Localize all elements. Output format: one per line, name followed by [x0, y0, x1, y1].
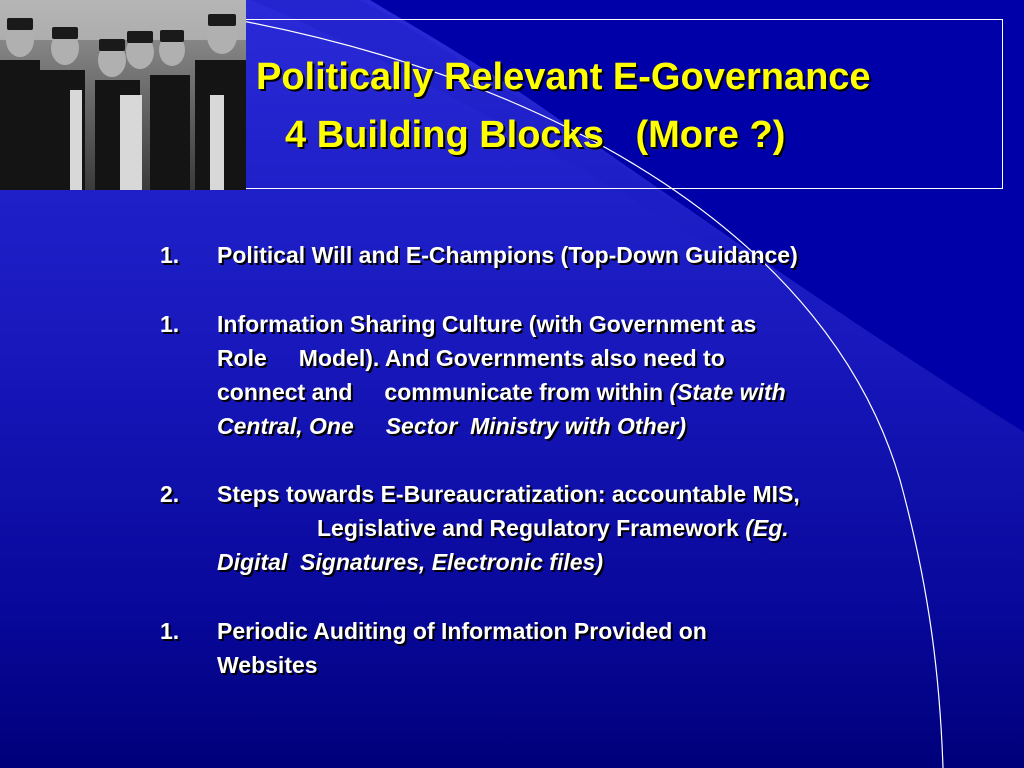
list-item-number: 2.: [160, 481, 180, 507]
title-frame: [245, 19, 1003, 189]
list-item-number: 1.: [160, 311, 180, 337]
list-item-number: 1.: [160, 618, 180, 644]
slide-title-line-2: 4 Building Blocks (More ?): [285, 114, 786, 156]
list-item: [160, 238, 960, 272]
list-item-text: Legislative and Regulatory Framework (Eg.: [317, 515, 789, 541]
list-item: [160, 614, 960, 682]
list-item-text: Steps towards E-Bureaucratization: accountable MIS,: [217, 481, 800, 507]
photo-image: [0, 0, 246, 190]
slide-title-line-1: Politically Relevant E-Governance: [256, 56, 871, 98]
list-item-text: Websites: [217, 652, 318, 678]
list-item-text: Political Will and E-Champions (Top-Down Guidance): [217, 242, 798, 268]
list-item-text: Role Model). And Governments also need to: [217, 345, 725, 371]
list-item: [160, 477, 960, 579]
list-item: [160, 307, 960, 443]
list-item-text: Periodic Auditing of Information Provided on: [217, 618, 707, 644]
list-item-text: Central, One Sector Ministry with Other): [217, 413, 687, 439]
list-item-text: Information Sharing Culture (with Government as: [217, 311, 757, 337]
list-item-number: 1.: [160, 242, 180, 268]
list-item-text: Digital Signatures, Electronic files): [217, 549, 603, 575]
historical-photo: [0, 0, 246, 190]
list-item-text: connect and communicate from within (State with: [217, 379, 786, 405]
